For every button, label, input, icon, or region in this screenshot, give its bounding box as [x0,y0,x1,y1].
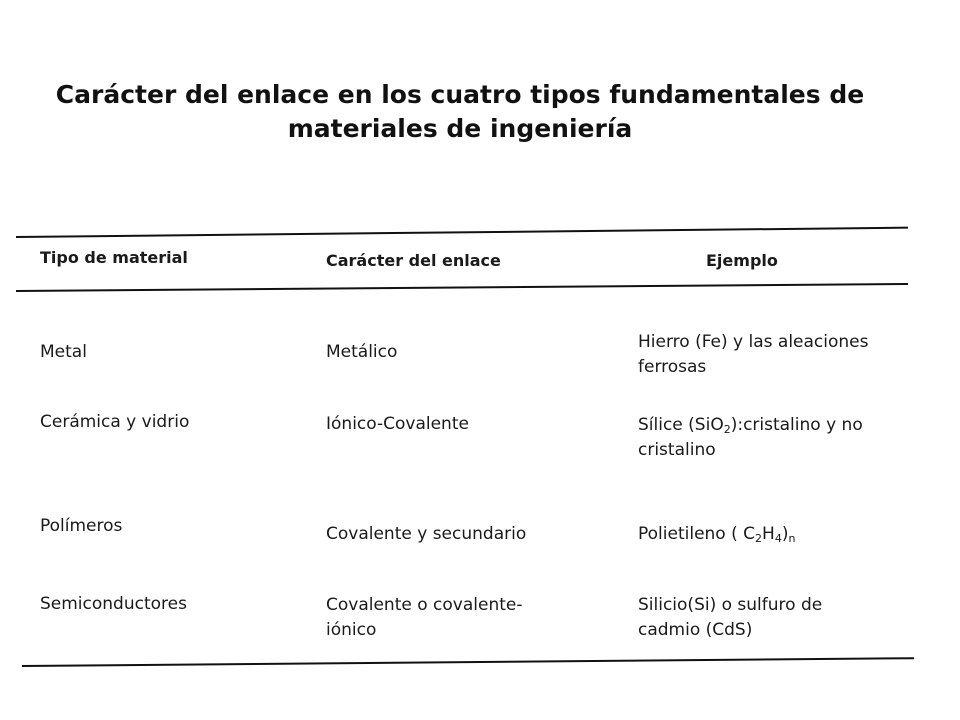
row4-bond [326,593,616,643]
row4-bond-line1: Covalente o covalente- [326,595,523,615]
header-bond-character: Carácter del enlace [326,251,501,270]
row3-material: Polímeros [40,516,123,536]
row1-example-line1: Hierro (Fe) y las aleaciones [638,332,869,352]
row4-bond-line2: iónico [326,620,377,640]
row1-example [638,330,918,380]
title-line-2: materiales de ingeniería [287,114,633,143]
table-header-rule [16,283,908,292]
row3-example: Polietileno ( $C_2H_4)_n$ [638,524,796,545]
row4-example-line2: cadmio (CdS) [638,620,753,640]
header-example: Ejemplo [706,251,778,270]
row2-example-line2: cristalino [638,440,716,460]
title-line-1: Carácter del enlace en los cuatro tipos fundamentales de [55,80,865,109]
row2-bond: Iónico-Covalente [326,414,469,434]
row3-bond: Covalente y secundario [326,524,527,544]
row1-bond: Metálico [326,342,398,362]
row4-material: Semiconductores [40,594,187,614]
slide-title [40,78,880,146]
row4-example [638,593,918,643]
row2-example [638,413,918,463]
header-material-type: Tipo de material [40,248,188,267]
table-bottom-rule [22,657,914,667]
row2-material: Cerámica y vidrio [40,412,190,432]
row1-example-line2: ferrosas [638,357,707,377]
row1-material: Metal [40,342,87,362]
row2-example-line1: Sílice (SiO$_2$):cristalino y no [638,415,863,436]
table-top-rule [16,227,908,238]
row4-example-line1: Silicio(Si) o sulfuro de [638,595,823,615]
